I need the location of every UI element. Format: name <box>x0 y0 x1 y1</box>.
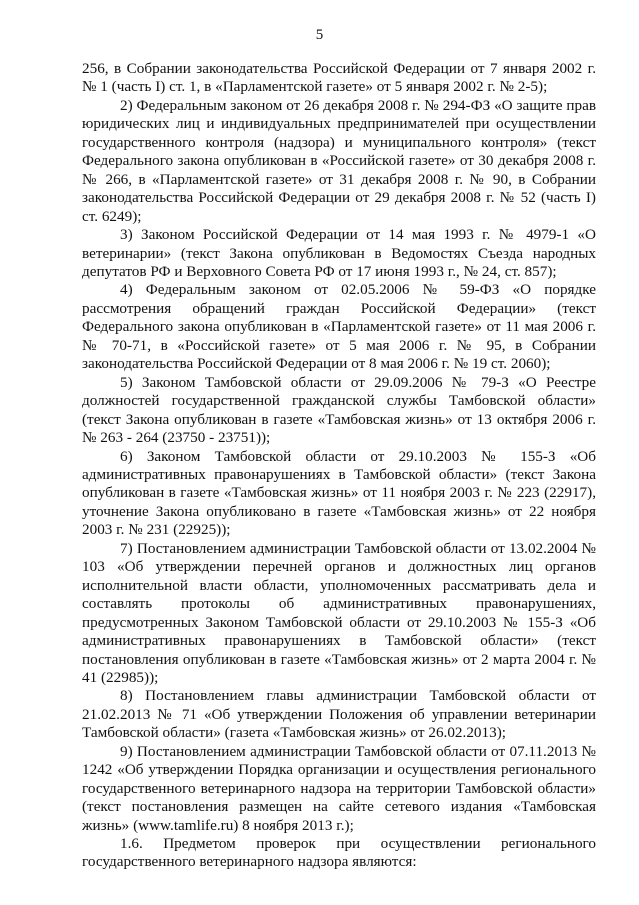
paragraph-continuation: 256, в Собрании законодательства Российской Федерации от 7 января 2002 г. № 1 (часть I) ст. 1, в «Парламентской газете» от 5 января 2002 г. № 2-5); <box>82 60 596 96</box>
document-body <box>82 60 596 872</box>
paragraph-item-8: 8) Постановлением главы администрации Тамбовской области от 21.02.2013 № 71 «Об утверждении Положения об управлении ветеринарии Тамбовской области» (газета «Тамбовская жизнь» от 26.02.2013); <box>82 687 596 742</box>
paragraph-item-3: 3) Законом Российской Федерации от 14 мая 1993 г. № 4979-1 «О ветеринарии» (текст Закона опубликован в Ведомостях Съезда народных депутатов РФ и Верховного Совета РФ от 17 июня 1993 г., № 24, ст. 857); <box>82 226 596 280</box>
page-number: 5 <box>315 27 324 43</box>
paragraph-item-9: 9) Постановлением администрации Тамбовской области от 07.11.2013 № 1242 «Об утверждении Порядка организации и осуществления регионального государственного ветеринарного надзора на территории Тамбовской области» (текст постановления размещен на сайте сетевого издания «Тамбовская жизнь» (www.tamlife.ru) 8 ноября 2013 г.); <box>82 742 596 834</box>
paragraph-item-4: 4) Федеральным законом от 02.05.2006 № 59-ФЗ «О порядке рассмотрения обращений граждан Российской Федерации» (текст Федерального закона опубликован в «Парламентской газете» от 11 мая 2006 г. № 70-71, в «Российской газете» от 5 мая 2006 г. № 95, в Собрании законодательства Российской Федерации от 8 мая 2006 г. № 19 ст. 2060); <box>82 281 596 373</box>
paragraph-item-6: 6) Законом Тамбовской области от 29.10.2003 № 155-З «Об административных правонарушениях в Тамбовской области» (текст Закона опубликован в газете «Тамбовская жизнь» от 11 ноября 2003 г. № 223 (22917), уточнение Закона опубликовано в газете «Тамбовская жизнь» от 22 ноября 2003 г. № 231 (22925)); <box>82 447 596 539</box>
paragraph-item-2: 2) Федеральным законом от 26 декабря 2008 г. № 294-ФЗ «О защите прав юридических лиц и индивидуальных предпринимателей при осуществлении государственного контроля (надзора) и муниципального контроля» (текст Федерального закона опубликован в «Российской газете» от 30 декабря 2008 г. № 266, в «Парламентской газете» от 31 декабря 2008 г. № 90, в Собрании законодательства Российской Федерации от 29 декабря 2008 г. № 52 (часть I) ст. 6249); <box>82 96 596 225</box>
paragraph-item-5: 5) Законом Тамбовской области от 29.09.2006 № 79-З «О Реестре должностей государственной гражданской службы Тамбовской области» (текст Закона опубликован в газете «Тамбовская жизнь» от 13 октября 2006 г. № 263 - 264 (23750 - 23751)); <box>82 373 596 447</box>
paragraph-section-1-6: 1.6. Предметом проверок при осуществлении регионального государственного ветеринарного надзора являются: <box>82 835 596 871</box>
paragraph-item-7: 7) Постановлением администрации Тамбовской области от 13.02.2004 № 103 «Об утверждении перечней органов и должностных лиц органов исполнительной власти области, уполномоченных рассматривать дела и составлять протоколы об административных правонарушениях, предусмотренных Законом Тамбовской области от 29.10.2003 № 155-З «Об административных правонарушениях в Тамбовской области» (текст постановления опубликован в газете «Тамбовская жизнь» от 2 марта 2004 г. № 41 (22985)); <box>82 539 596 686</box>
